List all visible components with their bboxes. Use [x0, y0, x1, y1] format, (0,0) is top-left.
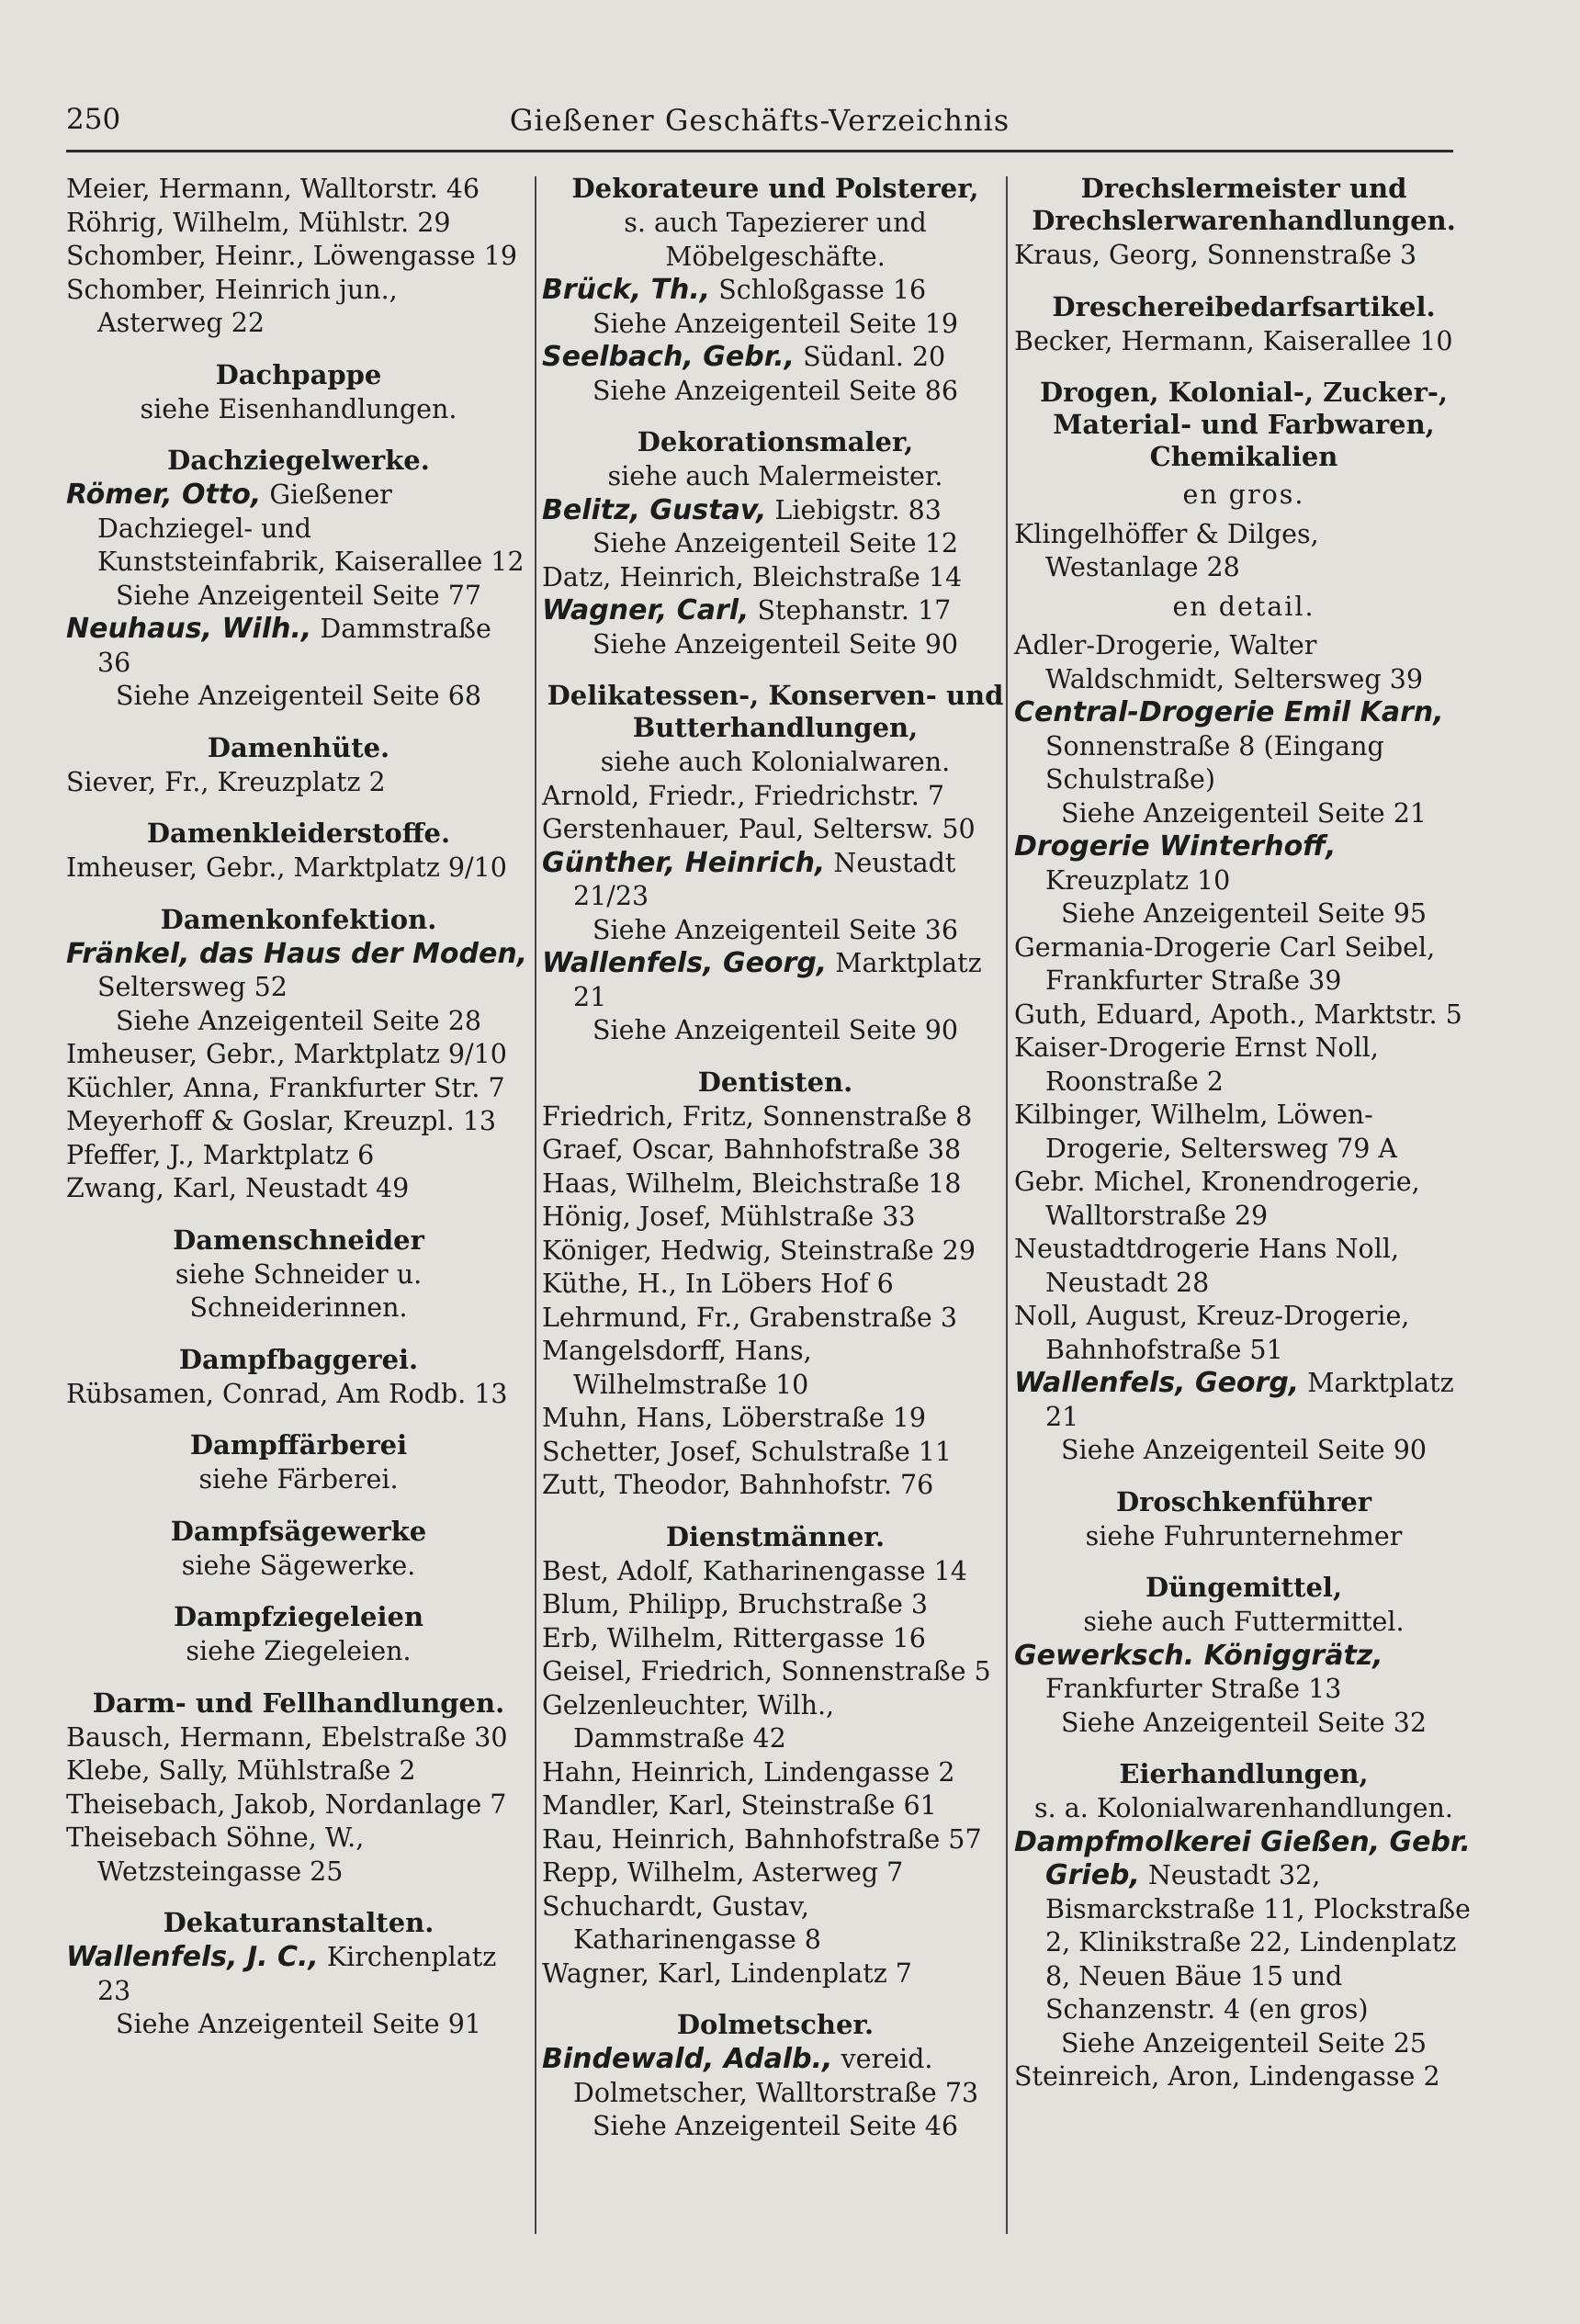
section-heading: Dachpappe — [215, 358, 382, 390]
list-item: Steinreich, Aron, Lindengasse 2 — [1014, 2061, 1440, 2092]
list-item: Gerstenhauer, Paul, Seltersw. 50 — [542, 814, 976, 844]
list-item: Lehrmund, Fr., Grabenstraße 3 — [542, 1302, 957, 1333]
cross-reference: siehe Eisenhandlungen. — [140, 393, 457, 424]
list-item: Siever, Fr., Kreuzplatz 2 — [66, 766, 386, 797]
ad-reference: Siehe Anzeigenteil Seite 95 — [1061, 898, 1427, 929]
list-item — [1014, 1640, 1473, 1707]
ad-reference: Siehe Anzeigenteil Seite 19 — [592, 308, 958, 339]
list-item: Kraus, Georg, Sonnenstraße 3 — [1014, 240, 1417, 270]
list-item: Adler-Drogerie, Walter Waldschmidt, Seltersweg 39 — [1014, 630, 1423, 694]
list-item: Best, Adolf, Katharinengasse 14 — [542, 1555, 967, 1586]
business-name: Wallenfels, Georg, — [1014, 1367, 1300, 1399]
cross-reference: siehe auch Futtermittel. — [1083, 1607, 1405, 1637]
entry-details: vereid. Dolmetscher, Walltorstraße 73 — [573, 2044, 979, 2108]
list-item — [542, 594, 1009, 628]
entry-details: Sonnenstraße 8 (Eingang Schulstraße) — [1045, 730, 1384, 795]
list-item: Mangelsdorff, Hans, Wilhelmstraße 10 — [542, 1336, 812, 1400]
entry-details: Dammstraße 36 — [97, 614, 491, 678]
ad-reference: Siehe Anzeigenteil Seite 25 — [1061, 2027, 1427, 2059]
entry-details: Marktplatz 21 — [573, 948, 982, 1012]
ad-reference: Siehe Anzeigenteil Seite 28 — [116, 1005, 481, 1036]
ad-reference: Siehe Anzeigenteil Seite 90 — [1061, 1435, 1427, 1465]
section-heading: Dachziegelwerke. — [167, 445, 430, 476]
list-item: Röhrig, Wilhelm, Mühlstr. 29 — [66, 207, 451, 238]
business-name: Wallenfels, J. C., — [66, 1941, 319, 1973]
list-item: Schomber, Heinr., Löwengasse 19 — [66, 241, 517, 271]
section-heading: Damenhüte. — [207, 731, 390, 763]
section-heading: Drogen, Kolonial-, Zucker-, Material- und Farbwaren, Chemikalien — [1039, 377, 1449, 472]
section-heading: Damenschneider — [173, 1224, 424, 1256]
subsection-label: en detail. — [1172, 591, 1315, 622]
ad-reference: Siehe Anzeigenteil Seite 32 — [1061, 1707, 1427, 1738]
list-item: Haas, Wilhelm, Bleichstraße 18 — [542, 1168, 962, 1199]
list-item: Theisebach, Jakob, Nordanlage 7 — [66, 1788, 507, 1820]
cross-reference: s. auch Tapezierer und Möbelgeschäfte. — [624, 208, 927, 272]
column-middle — [542, 173, 1009, 2144]
list-item: Küchler, Anna, Frankfurter Str. 7 — [66, 1072, 505, 1103]
cross-reference: siehe Schneider u. Schneiderinnen. — [175, 1258, 423, 1323]
list-item: Repp, Wilhelm, Asterweg 7 — [542, 1857, 904, 1888]
section-heading: Düngemittel, — [1145, 1572, 1343, 1603]
ad-reference: Siehe Anzeigenteil Seite 68 — [116, 681, 481, 711]
list-item: Kaiser-Drogerie Ernst Noll, Roonstraße 2 — [1014, 1032, 1379, 1097]
list-item: Klingelhöffer & Dilges, Westanlage 28 — [1014, 518, 1319, 582]
cross-reference: siehe Ziegeleien. — [186, 1636, 412, 1666]
entry-details: Seltersweg 52 — [97, 972, 288, 1002]
section-heading: Dampfsägewerke — [170, 1515, 427, 1547]
list-item: Germania-Drogerie Carl Seibel, Frankfurter Straße 39 — [1014, 931, 1436, 996]
list-item — [66, 613, 531, 680]
list-item: Kilbinger, Wilhelm, Löwen-Drogerie, Seltersweg 79 A — [1014, 1100, 1398, 1164]
list-item: Meier, Hermann, Walltorstr. 46 — [66, 174, 480, 204]
subsection-label: en gros. — [1182, 479, 1305, 510]
entry-details: Neustadt 32, Bismarckstraße 11, Plockstraße 2, Klinikstraße 22, Lindenplatz 8, Neuen Bäue 15 und Schanzenstr. 4 (en gros) — [1045, 1860, 1471, 2025]
entry-details: Gießener Dachziegel- und Kunststeinfabrik, Kaiserallee 12 — [97, 479, 525, 577]
business-name: Neuhaus, Wilh., — [66, 613, 312, 645]
list-item: Hönig, Josef, Mühlstraße 33 — [542, 1201, 916, 1232]
section-heading: Eierhandlungen, — [1119, 1758, 1369, 1789]
list-item: Schomber, Heinrich jun., Asterweg 22 — [66, 274, 398, 338]
cross-reference: siehe auch Kolonialwaren. — [600, 747, 951, 777]
list-item: Hahn, Heinrich, Lindengasse 2 — [542, 1756, 955, 1788]
list-item: Rau, Heinrich, Bahnhofstraße 57 — [542, 1823, 982, 1855]
list-item — [1014, 830, 1473, 897]
entry-details: Frankfurter Straße 13 — [1045, 1674, 1342, 1704]
list-item: Muhn, Hans, Löberstraße 19 — [542, 1403, 927, 1433]
list-item: Wagner, Karl, Lindenplatz 7 — [542, 1957, 912, 1989]
list-item: Küthe, H., In Löbers Hof 6 — [542, 1269, 894, 1299]
cross-reference: siehe auch Malermeister. — [607, 461, 943, 491]
list-item — [66, 938, 531, 1005]
list-item: Friedrich, Fritz, Sonnenstraße 8 — [542, 1100, 973, 1132]
business-name: Gewerksch. Königgrätz, — [1014, 1639, 1383, 1672]
list-item: Rübsamen, Conrad, Am Rodb. 13 — [66, 1378, 508, 1409]
section-heading: Dekorationsmaler, — [637, 426, 914, 457]
list-item — [542, 847, 1009, 914]
section-heading: Dienstmänner. — [665, 1520, 886, 1552]
list-item: Gelzenleuchter, Wilh., Dammstraße 42 — [542, 1689, 835, 1754]
business-name: Wallenfels, Georg, — [542, 947, 828, 979]
business-name: Belitz, Gustav, — [542, 493, 767, 526]
section-heading: Droschkenführer — [1115, 1485, 1372, 1517]
business-name: Wagner, Carl, — [542, 594, 750, 626]
list-item: Gebr. Michel, Kronendrogerie, Walltorstraße 29 — [1014, 1167, 1420, 1231]
section-heading: Darm- und Fellhandlungen. — [92, 1687, 505, 1719]
ad-reference: Siehe Anzeigenteil Seite 86 — [592, 375, 958, 406]
cross-reference: s. a. Kolonialwarenhandlungen. — [1034, 1793, 1453, 1823]
business-name: Römer, Otto, — [66, 479, 262, 511]
list-item — [66, 479, 531, 580]
entry-details: Liebigstr. 83 — [774, 494, 942, 525]
list-item: Geisel, Friedrich, Sonnenstraße 5 — [542, 1656, 991, 1687]
entry-details: Marktplatz 21 — [1045, 1368, 1454, 1432]
section-heading: Dampfbaggerei. — [178, 1343, 419, 1375]
ad-reference: Siehe Anzeigenteil Seite 36 — [592, 914, 958, 945]
section-heading: Dampffärberei — [189, 1429, 408, 1461]
business-name: Seelbach, Gebr., — [542, 341, 796, 373]
list-item — [66, 1941, 531, 2008]
list-item — [542, 274, 1009, 308]
header-rule — [66, 150, 1453, 152]
business-name: Brück, Th., — [542, 274, 711, 306]
list-item: Bausch, Hermann, Ebelstraße 30 — [66, 1721, 508, 1753]
business-name: Günther, Heinrich, — [542, 846, 826, 879]
ad-reference: Siehe Anzeigenteil Seite 91 — [116, 2009, 481, 2039]
cross-reference: siehe Sägewerke. — [181, 1550, 416, 1581]
list-item: Schetter, Josef, Schulstraße 11 — [542, 1436, 953, 1467]
ad-reference: Siehe Anzeigenteil Seite 77 — [116, 580, 481, 611]
column-divider — [535, 176, 536, 2234]
list-item: Zutt, Theodor, Bahnhofstr. 76 — [542, 1470, 934, 1500]
section-heading: Damenkonfektion. — [160, 903, 437, 935]
entry-details: Kreuzplatz 10 — [1045, 864, 1231, 896]
entry-details: Südanl. 20 — [803, 342, 946, 372]
list-item: Datz, Heinrich, Bleichstraße 14 — [542, 561, 963, 592]
list-item — [542, 947, 1009, 1014]
list-item: Erb, Wilhelm, Rittergasse 16 — [542, 1622, 926, 1653]
list-item — [542, 494, 1009, 528]
page-number: 250 — [66, 103, 121, 136]
section-heading: Delikatessen-, Konserven- und Butterhandlungen, — [547, 680, 1004, 743]
section-heading: Dekaturanstalten. — [163, 1907, 434, 1938]
list-item: Arnold, Friedr., Friedrichstr. 7 — [542, 780, 944, 811]
page-header — [66, 103, 1453, 151]
entry-details: Neustadt 21/23 — [573, 847, 956, 911]
list-item: Imheuser, Gebr., Marktplatz 9/10 — [66, 852, 507, 883]
list-item: Klebe, Sally, Mühlstraße 2 — [66, 1755, 416, 1786]
section-heading: Dentisten. — [697, 1066, 853, 1098]
list-item: Meyerhoff & Goslar, Kreuzpl. 13 — [66, 1106, 497, 1136]
list-item — [1014, 696, 1473, 797]
entry-details: Kirchenplatz 23 — [97, 1942, 497, 2006]
business-name: Bindewald, Adalb., — [542, 2043, 833, 2075]
list-item: Graef, Oscar, Bahnhofstraße 38 — [542, 1134, 962, 1165]
list-item: Pfeffer, J., Marktplatz 6 — [66, 1139, 375, 1170]
list-item: Theisebach Söhne, W., Wetzsteingasse 25 — [66, 1822, 365, 1887]
list-item — [542, 2043, 1009, 2110]
section-heading: Dolmetscher. — [676, 2009, 875, 2040]
list-item — [542, 341, 1009, 375]
entry-details: Schloßgasse 16 — [718, 275, 927, 305]
list-item: Imheuser, Gebr., Marktplatz 9/10 — [66, 1039, 507, 1069]
list-item: Mandler, Karl, Steinstraße 61 — [542, 1790, 937, 1821]
ad-reference: Siehe Anzeigenteil Seite 12 — [592, 528, 958, 558]
list-item: Zwang, Karl, Neustadt 49 — [66, 1173, 410, 1203]
ad-reference: Siehe Anzeigenteil Seite 21 — [1061, 797, 1427, 829]
entry-details: Stephanstr. 17 — [757, 595, 952, 626]
business-name: Central-Drogerie Emil Karn, — [1014, 696, 1444, 728]
ad-reference: Siehe Anzeigenteil Seite 90 — [592, 1015, 958, 1045]
business-name: Dampfmolkerei Gießen, Gebr. Grieb, — [1014, 1825, 1471, 1891]
list-item: Noll, August, Kreuz-Drogerie, Bahnhofstraße 51 — [1014, 1301, 1410, 1365]
ad-reference: Siehe Anzeigenteil Seite 90 — [592, 628, 958, 660]
list-item: Guth, Eduard, Apoth., Marktstr. 5 — [1014, 998, 1462, 1030]
column-left — [66, 173, 531, 2042]
section-heading: Dreschereibedarfsartikel. — [1052, 290, 1436, 322]
list-item: Becker, Hermann, Kaiserallee 10 — [1014, 325, 1453, 356]
cross-reference: siehe Färberei. — [198, 1464, 399, 1495]
list-item — [1014, 1826, 1473, 2027]
business-name: Drogerie Winterhoff, — [1014, 830, 1337, 863]
business-name: Fränkel, das Haus der Moden, — [66, 937, 528, 970]
column-right — [1014, 173, 1473, 2094]
list-item: Neustadtdrogerie Hans Noll, Neustadt 28 — [1014, 1234, 1399, 1298]
section-heading: Dampfziegeleien — [173, 1601, 424, 1632]
running-title: Gießener Geschäfts-Verzeichnis — [509, 103, 1010, 138]
list-item: Schuchardt, Gustav, Katharinengasse 8 — [542, 1890, 821, 1955]
cross-reference: siehe Fuhrunternehmer — [1085, 1520, 1403, 1551]
list-item: Königer, Hedwig, Steinstraße 29 — [542, 1235, 976, 1266]
list-item — [1014, 1367, 1473, 1434]
list-item: Blum, Philipp, Bruchstraße 3 — [542, 1589, 929, 1619]
ad-reference: Siehe Anzeigenteil Seite 46 — [592, 2111, 958, 2141]
section-heading: Damenkleiderstoffe. — [146, 818, 451, 849]
section-heading: Drechslermeister und Drechslerwarenhandlungen. — [1032, 173, 1456, 236]
section-heading: Dekorateure und Polsterer, — [571, 173, 979, 204]
